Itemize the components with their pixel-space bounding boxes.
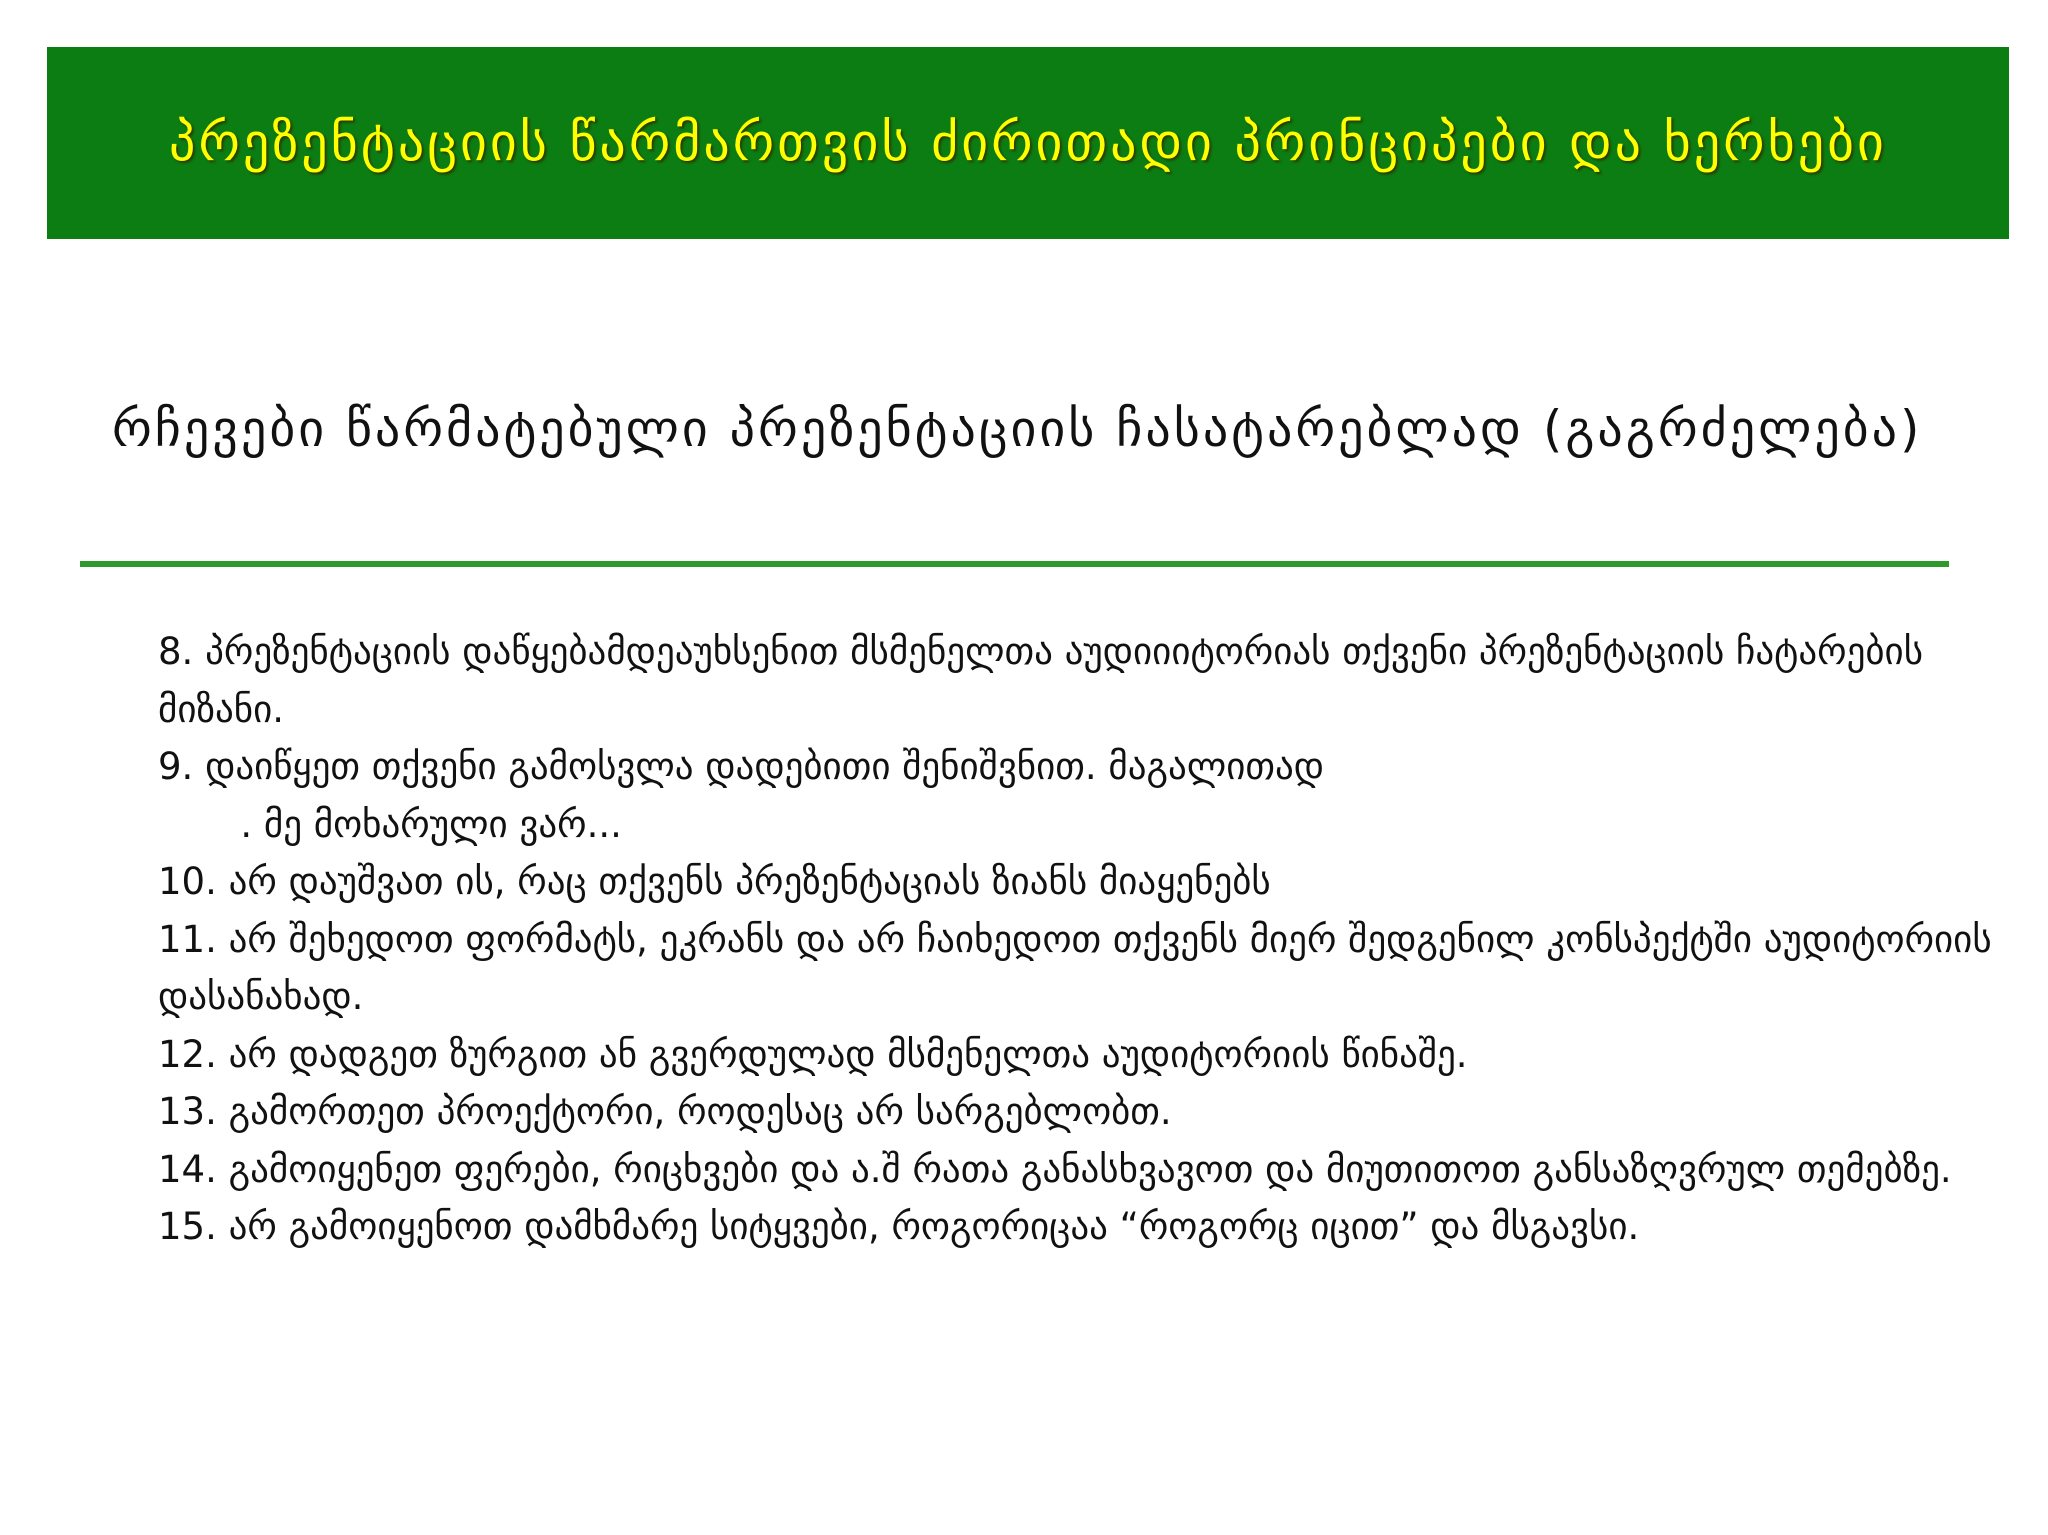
tip-text: არ დადგეთ ზურგით ან გვერდულად მსმენელთა აუდიტორიის წინაშე. bbox=[228, 1032, 1468, 1076]
tips-list bbox=[158, 623, 2008, 1256]
tip-text: არ გამოიყენოთ დამხმარე სიტყვები, როგორიცაა “როგორც იცით” და მსგავსი. bbox=[228, 1205, 1640, 1248]
tip-item bbox=[158, 738, 2008, 853]
tip-item bbox=[158, 853, 2008, 911]
tip-number: 11. bbox=[158, 917, 217, 961]
section-subtitle: რჩევები წარმატებული პრეზენტაციის ჩასატარებლად (გაგრძელება) bbox=[112, 400, 1923, 458]
tip-text: დაიწყეთ თქვენი გამოსვლა დადებითი შენიშვნით. მაგალითად . მე მოხარული ვარ... bbox=[205, 745, 1325, 846]
tip-item bbox=[158, 1141, 2008, 1199]
tip-number: 12. bbox=[158, 1032, 217, 1076]
tip-text: პრეზენტაციის დაწყებამდეაუხსენით მსმენელთა აუდიიიტორიას თქვენი პრეზენტაციის ჩატარების მიზანი. bbox=[158, 630, 1935, 731]
tip-item bbox=[158, 1198, 2008, 1256]
tip-item bbox=[158, 623, 2008, 738]
tip-text: არ შეხედოთ ფორმატს, ეკრანს და არ ჩაიხედოთ თქვენს მიერ შედგენილ კონსპექტში აუდიტორიის დასანახად. bbox=[158, 917, 2004, 1018]
tip-number: 14. bbox=[158, 1147, 217, 1191]
section-divider bbox=[80, 561, 1949, 567]
slide-title: პრეზენტაციის წარმართვის ძირითადი პრინციპები და ხერხები bbox=[169, 113, 1887, 173]
tip-item bbox=[158, 911, 2008, 1026]
tip-number: 13. bbox=[158, 1090, 217, 1133]
tip-number: 8. bbox=[158, 630, 194, 673]
tip-text: არ დაუშვათ ის, რაც თქვენს პრეზენტაციას ზიანს მიაყენებს bbox=[228, 860, 1271, 903]
title-banner bbox=[47, 47, 2009, 239]
tip-number: 9. bbox=[158, 745, 194, 788]
tip-text: გამოიყენეთ ფერები, რიცხვები და ა.შ რათა განასხვავოთ და მიუთითოთ განსაზღვრულ თემებზე. bbox=[228, 1147, 1952, 1191]
tip-item bbox=[158, 1083, 2008, 1141]
tip-item bbox=[158, 1026, 2008, 1084]
tip-number: 10. bbox=[158, 860, 217, 903]
tip-text: გამორთეთ პროექტორი, როდესაც არ სარგებლობთ. bbox=[228, 1090, 1172, 1133]
tip-number: 15. bbox=[158, 1205, 217, 1248]
